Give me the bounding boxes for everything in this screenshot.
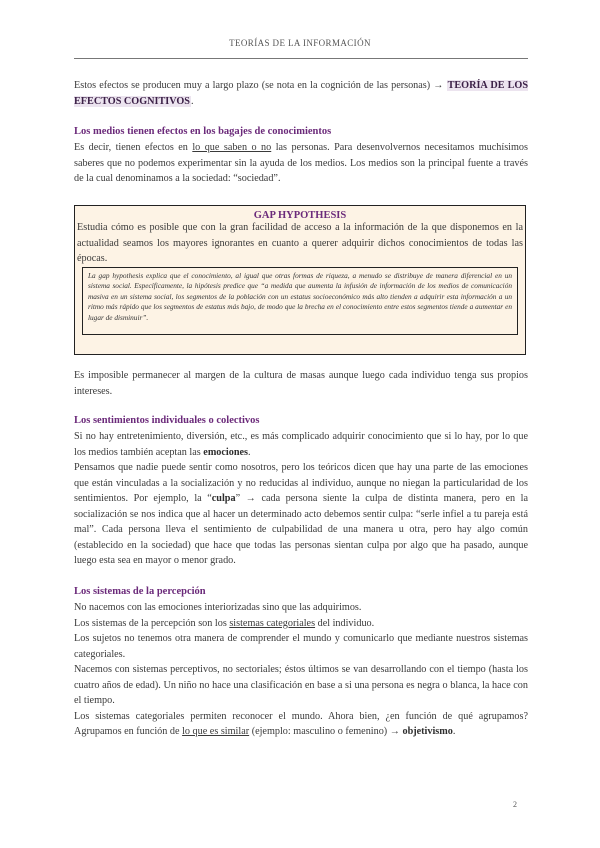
perception-line-2-start: Los sistemas de la percepción son los <box>74 617 230 629</box>
intro-text: Estos efectos se producen muy a largo plazo (se nota en la cognición de las personas) → <box>74 80 447 91</box>
feelings-text-start: Si no hay entretenimiento, diversión, etc., es más complicado adquirir conocimiento que si lo hay, por lo que los medios también aceptan las <box>74 431 528 458</box>
guilt-text-end: ” → cada persona siente la culpa de distinta manera, pero en la socialización se nos indica que al hacer un determinado acto debemos sentir culpa: “serle infiel a tu pareja está mal”. Cada persona lleva el sentimiento de culpabilidad de una manera u otra, pero hay algo común (establecido en la sociedad) que hace que todas las personas sientan culpa por algo que ha pasado, aunque luego esta sea en mayor o menor grado. <box>74 493 528 566</box>
perception-paragraph-3: Los sujetos no tenemos otra manera de comprender el mundo y comunicarlo que mediante nuestros sistemas categoriales. <box>74 633 528 660</box>
emotions-bold: emociones <box>203 446 248 458</box>
mass-culture-paragraph: Es imposible permanecer al margen de la cultura de masas aunque luego cada individuo tenga sus propios intereses. <box>74 370 528 397</box>
feelings-paragraph-2 <box>74 460 528 569</box>
guilt-text-start: Pensamos que nadie puede sentir como nosotros, pero los teóricos dicen que hay una parte de las emociones que están vinculadas a la socialización y no reducidas al individuo, aunque no niegan la particularidad de los sentimientos. Por ejemplo, la “ <box>74 462 528 504</box>
guilt-bold: culpa <box>211 493 236 504</box>
cognitive-effects-theory-highlight: TEORÍA DE LOS EFECTOS COGNITIVOS <box>74 80 528 107</box>
intro-tail: . <box>190 95 194 107</box>
perception-line-1: No nacemos con las emociones interiorizadas sino que las adquirimos. <box>74 602 362 613</box>
page-header: TEORÍAS DE LA INFORMACIÓN <box>229 38 371 48</box>
section-heading-perception: Los sistemas de la percepción <box>74 586 206 597</box>
objectivism-text-end: . <box>452 726 456 737</box>
knowledge-underline: lo que saben o no <box>192 142 272 153</box>
categorial-systems-underline: sistemas categoriales <box>229 617 316 629</box>
knowledge-text-start: Es decir, tienen efectos en <box>74 142 193 153</box>
gap-hypothesis-quote-box <box>82 267 518 335</box>
objectivism-text-start: Los sistemas categoriales permiten reconocer el mundo. Ahora bien, ¿en función de qué agrupamos? Agrupamos en función de <box>74 710 528 737</box>
header-divider <box>74 58 528 59</box>
gap-hypothesis-quote: La gap hypothesis explica que el conocimiento, al igual que otras formas de riqueza, a menudo se distribuye de manera diferencial en un sistema social. Específicamente, la hipótesis predice que “a medida que aumenta la infusión de información de los medios de comunicación masiva en un sistema social, los segmentos de la población con un estatus socioeconómico más alto tienden a adquirir esta información a un ritmo más rápido que los segmentos de estatus más bajo, de modo que la brecha en el conocimiento entre estos segmentos tiende a aumentar en lugar de disminuir”. <box>88 271 512 322</box>
knowledge-text-end: las personas. Para desenvolvernos necesitamos muchísimos saberes que no podemos experimentar sin la ayuda de los medios. Los medios son la principal fuente a través de la cual denominamos a la sociedad: “sociedad”. <box>74 142 528 184</box>
objectivism-text-middle: (ejemplo: masculino o femenino) → <box>249 726 403 737</box>
feelings-paragraph-1 <box>74 429 528 460</box>
page-number: 2 <box>513 800 517 809</box>
objectivism-bold: objetivismo <box>402 726 453 737</box>
gap-hypothesis-text: Estudia cómo es posible que con la gran facilidad de acceso a la información de la que disponemos en la actualidad seamos los mayores ignorantes en cuanto a querer adquirir dichos conocimientos de todas las épocas. <box>77 222 523 264</box>
intro-paragraph <box>74 78 528 109</box>
perception-paragraph-5 <box>74 709 528 740</box>
section-heading-feelings: Los sentimientos individuales o colectivos <box>74 415 260 426</box>
knowledge-paragraph <box>74 140 528 187</box>
perception-paragraph-4: Nacemos con sistemas perceptivos, no sectoriales; éstos últimos se van desarrollando con el tiempo (hasta los cuatro años de edad). Un niño no hace una clasificación en base a si una persona es negra o blanca, la hace con el tiempo. <box>74 664 528 706</box>
feelings-text-end: . <box>248 446 251 458</box>
perception-line-2 <box>74 616 528 632</box>
perception-line-2-end: del individuo. <box>315 617 375 629</box>
similar-underline: lo que es similar <box>182 726 250 737</box>
section-heading-knowledge: Los medios tienen efectos en los bagajes de conocimientos <box>74 126 332 137</box>
gap-hypothesis-box <box>74 205 526 355</box>
gap-hypothesis-title: GAP HYPOTHESIS <box>253 210 347 221</box>
